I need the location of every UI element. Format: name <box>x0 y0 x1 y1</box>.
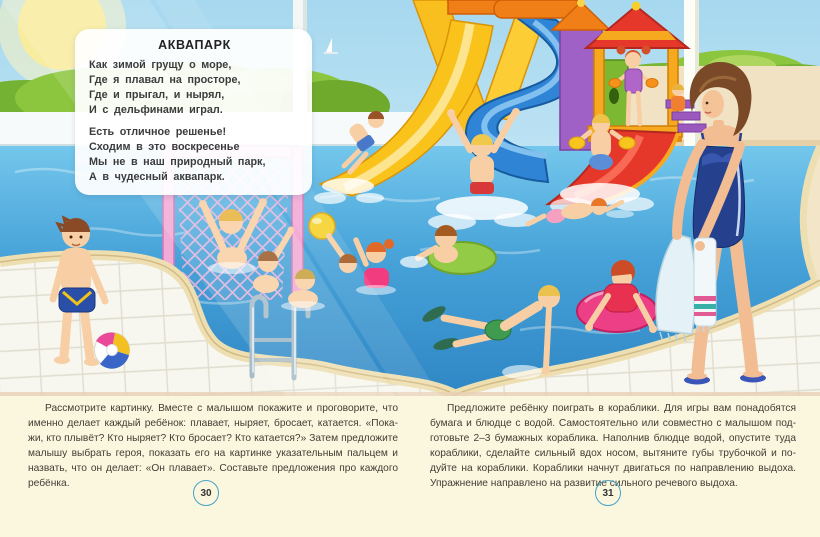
instruction-line: бумага и блюдце с водой. Самостоятельно или совместно с малышом под- <box>430 418 796 429</box>
poem-line: А в чудесный аквапарк. <box>89 171 225 183</box>
instruction-line: дуйте на кораблики. Кораблики начнут двигаться по направлению выдоха. <box>430 463 796 474</box>
poem-line: Где я плавал на просторе, <box>89 74 241 86</box>
poem-line: И с дельфинами играл. <box>89 104 223 116</box>
poem-title: АКВАПАРК <box>158 38 231 52</box>
instruction-line: малышу выбрать героя, показать его на картинке указательным пальцем и <box>28 448 398 459</box>
poem-line: Как зимой грущу о море, <box>89 59 232 71</box>
instruction-line: назвать, что он делает: «Он плавает». Составьте предложения про каждого <box>28 463 398 474</box>
instruction-line: готовьте 2–3 бумажных кораблика. Наполнив блюдце водой, опустите туда <box>430 433 796 444</box>
climbing-kid <box>671 84 685 111</box>
instruction-line: кораблики, сделайте сильный вдох носом, вытяните губы трубочкой и по- <box>430 448 796 459</box>
page-number-right: 31 <box>595 480 621 506</box>
instructions-right-page <box>430 401 796 491</box>
poem-line: Мы не в наш природный парк, <box>89 156 266 168</box>
instruction-line: именно делает каждый ребёнок: плавает, ныряет, бросает, катается. «Пока- <box>28 418 398 429</box>
instruction-line: Рассмотрите картинку. Вместе с малышом покажите и проговорите, что <box>45 403 398 414</box>
poem-line: Есть отличное решенье! <box>89 126 227 138</box>
poem-line: Где и прыгал, и нырял, <box>89 89 225 101</box>
instruction-line: ребёнка. <box>28 478 70 489</box>
instruction-line: жи, кто плывёт? Кто ныряет? Кто бросает? Кто катается?» Затем предложите <box>28 433 398 444</box>
poem-box <box>75 29 312 195</box>
instruction-line: Предложите ребёнку поиграть в кораблики. Для игры вам понадобятся <box>447 403 796 414</box>
instruction-line: Упражнение направлено на развитие сильного речевого выдоха. <box>430 478 738 489</box>
page-number-left: 30 <box>193 480 219 506</box>
poem-line: Сходим в это воскресенье <box>89 141 240 153</box>
instructions-left-page <box>28 401 398 491</box>
